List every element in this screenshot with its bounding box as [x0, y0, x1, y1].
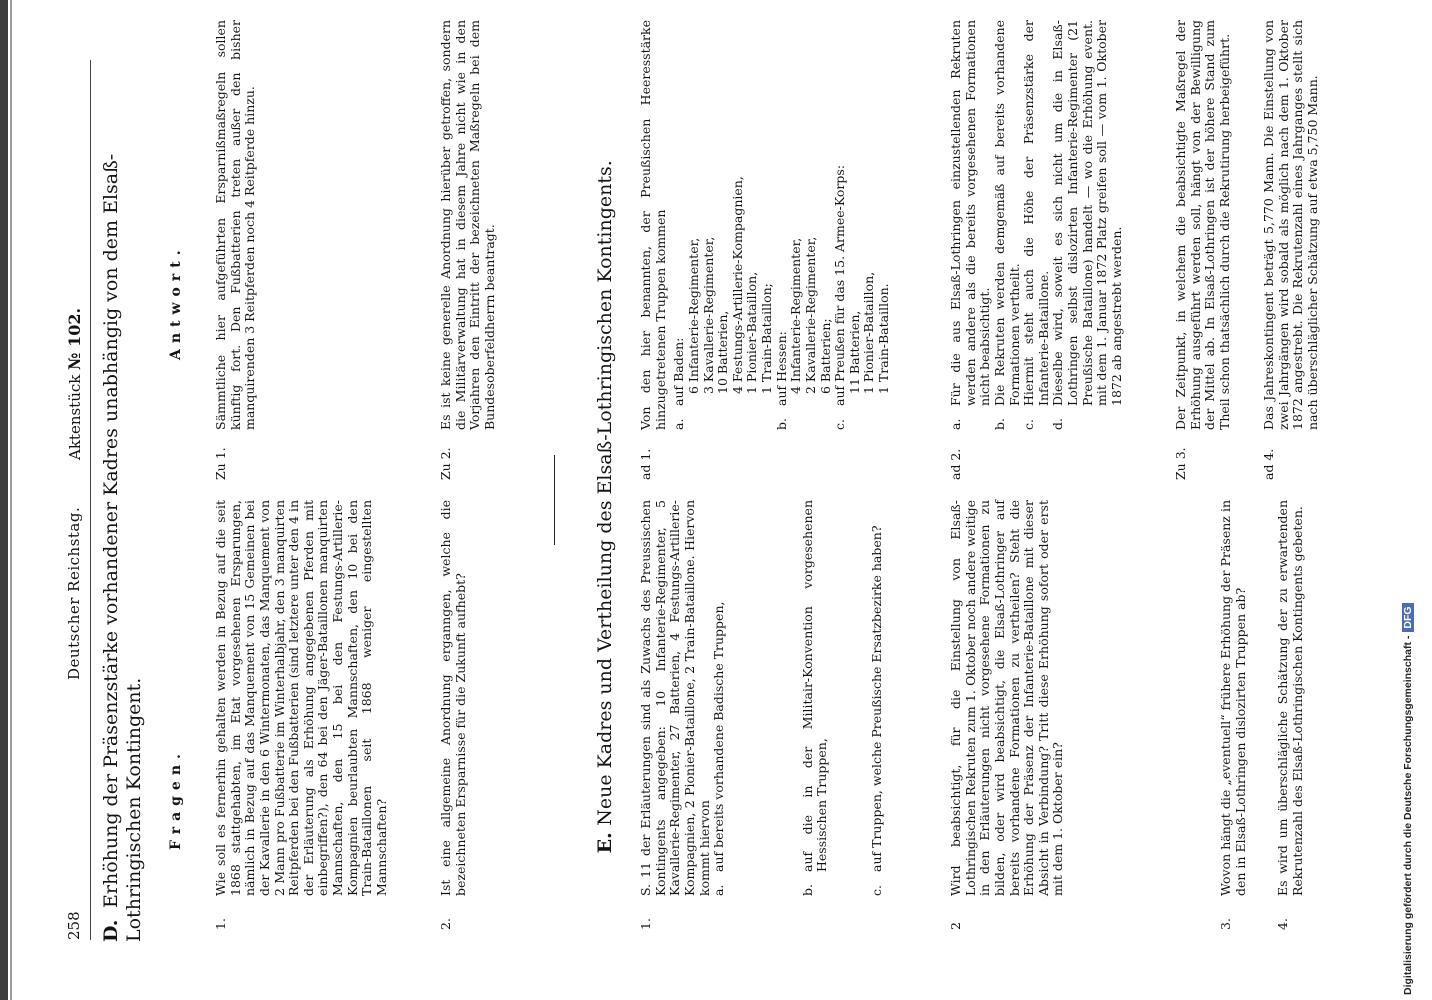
answer-text: Das Jahreskontingent beträgt 5,770 Mann. Die Einstellung von zwei Jahrgängen wird sobald als möglich nach dem 1. Oktober 1872 angestrebt. Die Rekrutenzahl eines Jahrganges stellt sich nach überschläglicher Schätzung auf etwa 5,750 Mann.: [1261, 20, 1320, 430]
questions-heading: Fragen.: [168, 748, 184, 850]
sub-text: Die Rekruten werden demgemäß auf bereits vorhandene Formationen vertheilt.: [991, 20, 1022, 406]
list-item: 10 Batterien,: [715, 310, 731, 394]
question-text: Wie soll es fernerhin gehalten werden in Bezug auf die seit 1868 stattgehabten, im Etat vorgesehenen Ersparungen, nämlich in Bezug auf das Manquement von 15 Gemeinen bei der Kavallerie in den 6 Wintermonaten, das Manquement von 2 Mann pro Fußbatterie im Winterhalbjahr, den 3 manquirten Reitpferden bei den Fußbatterien (sind letztere unter den 4 in der Erläuterung als Erhöhung angegebenen Pferden mit einbegriffen?), den 64 bei den Jäger-Bataillonen manquirten Mannschaften, den 15 bei den Festungs-Artillerie-Kompagnien beurlaubten Mannschaften, den 10 bei den Train-Bataillonen seit 1868 weniger eingestellten Mannschaften?: [213, 500, 389, 896]
list-item: 6 Infanterie-Regimenter,: [685, 237, 701, 394]
list-item: 1 Pionier-Bataillon,: [861, 271, 877, 394]
question-e2: [949, 500, 1066, 930]
answer-text: Es ist keine generelle Anordnung hierüber getroffen, sondern die Militärverwaltung hat in diesem Jahre nicht wie in den Vorjahren den Eintritt der bezeichneten Maßregeln bei dem Bundesoberfeldherrn beantragt.: [438, 20, 497, 430]
answer-text: Der Zeitpunkt, in welchem die beabsichtigte Maßregel der Erhöhung ausgeführt werden soll, hängt von der Bewilligung der Mittel ab. In Elsaß-Lothringen ist der höhere Stand zum Theil schon thatsächlich durch die Rekrutirung herbeigeführt.: [1173, 20, 1232, 430]
answer-e3: [1174, 20, 1233, 480]
section-e-heading: Neue Kadres und Vertheilung des Elsaß-Lothringischen Kontingents.: [594, 160, 616, 826]
question-sub-a: [712, 500, 727, 896]
sub-label: a.: [671, 418, 687, 430]
sub-text: Dieselbe wird, soweit es sich nicht um die in Elsaß-Lothringen selbst dislozirten Infanterie-Regimenter (21 Preußische Bataillone) handelt — wo die Erhöhung event. mit dem 1. Januar 1872 Platz greifen soll — vom 1. Oktober 1872 ab angestrebt werden.: [1050, 20, 1124, 406]
question-sub-b: [801, 500, 830, 896]
answer-sub-a: [949, 20, 993, 430]
answer-ref: Zu 2.: [438, 447, 453, 480]
answer-sub-b: [775, 20, 834, 430]
page-number: 258: [65, 911, 83, 940]
anlage-number: № 102.: [65, 307, 84, 370]
sub-label: c.: [869, 885, 884, 896]
page-header: [66, 60, 88, 940]
answer-d2: [439, 20, 498, 480]
digitization-credit: [1402, 603, 1414, 995]
question-number: 2.: [438, 918, 453, 930]
section-e-title: [594, 100, 617, 920]
answer-ref: ad 2.: [948, 448, 963, 480]
list-item: 1 Pionier-Bataillon,: [744, 271, 760, 394]
header-rule: [90, 60, 91, 940]
question-text: Ist eine allgemeine Anordnung erganngen, welche die bezeichneten Ersparnisse für die Zukunft aufhebt?: [438, 500, 468, 896]
answer-d1: [214, 20, 258, 480]
answer-ref: Zu 1.: [213, 447, 228, 480]
answer-sub-c: [1022, 20, 1051, 430]
credit-text: Digitalisierung gefördert durch die Deutsche Forschungsgemeinschaft -: [1402, 635, 1414, 995]
sub-label: b.: [773, 418, 789, 430]
question-d1: [214, 500, 390, 930]
list-item: 3 Kavallerie-Regimenter,: [700, 236, 716, 394]
sub-label: c.: [832, 419, 848, 430]
sub-label: d.: [1050, 418, 1066, 430]
question-text: Wovon hängt die „eventuell“ frühere Erhöhung der Präsenz in den in Elsaß-Lothringen dislozirten Truppen ab?: [1218, 500, 1248, 896]
answer-text: Sämmtliche hier aufgeführten Ersparnißmaßregeln sollen künftig fort. Den Fußbatterien treten außer den bisher manquirenden 3 Reitpferden noch 4 Reitpferde hinzu.: [213, 20, 258, 430]
question-number: 1.: [638, 918, 653, 930]
answers-heading: Antwort.: [168, 244, 184, 360]
question-number: 1.: [213, 918, 228, 930]
dfg-badge: DFG: [1402, 603, 1414, 631]
question-e1: [639, 500, 885, 930]
answer-text: Von den hier benannten, der Preußischen Heeresstärke hinzugetretenen Truppen kommen: [638, 20, 668, 430]
answer-sub-b: [993, 20, 1022, 430]
section-d-heading: Erhöhung der Präsenzstärke vorhandener Kadres unabhängig von dem Elsaß-Lothringischen Kontingent.: [100, 153, 145, 942]
list-item: 2 Kavallerie-Regimenter,: [802, 236, 818, 394]
sub-label: a.: [948, 418, 963, 430]
question-e3: [1219, 500, 1248, 930]
sub-text: Hiermit steht auch die Höhe der Präsenzstärke der Infanterie-Bataillone.: [1021, 20, 1051, 406]
sub-text: auf bereits vorhandene Badische Truppen,: [711, 601, 727, 872]
answer-sub-c: [833, 20, 892, 430]
question-text: Es wird um überschlägliche Schätzung der zu erwartenden Rekrutenzahl des Elsaß-Lothringischen Kontingents gebeten.: [1275, 500, 1305, 896]
list-item: 6 Batterien;: [817, 318, 833, 394]
list-item: 4 Infanterie-Regimenter,: [788, 237, 804, 394]
sub-head: auf Baden:: [671, 337, 687, 406]
sub-label: a.: [711, 884, 727, 896]
sub-label: b.: [799, 884, 815, 896]
sub-label: c.: [1021, 419, 1037, 430]
question-text: Wird beabsichtigt, für die Einstellung von Elsaß-Lothringischen Rekruten zum 1. Oktober noch andere weitige in den Erläuterungen nicht vorgesehene Formationen zu bilden, oder wird beabsichtigt, die Elsaß-Lothringer auf bereits vorhandene Formationen zu vertheilen? Steht die Erhöhung der Präsenz der Infanterie-Bataillone mit dieser Absicht in Verbindung? Tritt diese Erhöhung sofort oder erst mit dem 1. Oktober ein?: [948, 500, 1066, 896]
section-e-letter: E.: [594, 832, 616, 854]
sub-head: auf Hessen:: [773, 331, 789, 406]
question-text: S. 11 der Erläuterungen sind als Zuwachs des Preussischen Kontingents angegeben: 10 Infanterie-Regimenter, 5 Kavallerie-Regimenter, 27 Batterien, 4 Festungs-Artillerie-Kompagnien, 2 Pionier-Bataillone, 2 Train-Bataillone. Hiervon kommt hiervon: [638, 500, 712, 896]
answer-ref: Zu 3.: [1173, 447, 1188, 480]
answer-e4: [1262, 20, 1321, 480]
question-number: 3.: [1218, 918, 1233, 930]
scan-edge-line: [10, 0, 12, 1000]
question-sub-c: [870, 500, 885, 896]
list-item: 11 Batterien,: [846, 310, 862, 394]
question-number: 4.: [1275, 918, 1290, 930]
document-page: [14, 0, 1414, 1000]
answer-sub-a: [672, 20, 774, 430]
answer-e1: [639, 20, 892, 480]
list-item: 1 Train-Bataillon.: [876, 283, 891, 394]
sub-text: auf Truppen, welche Preußische Ersatzbezirke haben?: [869, 525, 884, 872]
list-item: 4 Festungs-Artillerie-Kompagnien,: [729, 176, 745, 394]
scan-edge: [0, 0, 8, 1000]
section-d-letter: D.: [100, 919, 122, 942]
sub-label: b.: [991, 418, 1007, 430]
question-d2: [439, 500, 468, 930]
anlage-label: Aktenstück: [66, 374, 84, 460]
list-item: 1 Train-Bataillon;: [759, 283, 774, 394]
answer-ref: ad 1.: [638, 448, 653, 480]
section-d-title: [100, 52, 146, 942]
answer-ref: ad 4.: [1261, 448, 1276, 480]
sub-head: auf Preußen für das 15. Armee-Korps:: [832, 164, 848, 406]
running-head: Deutscher Reichstag.: [65, 506, 83, 680]
question-number: 2: [948, 922, 963, 930]
sub-text: auf die in der Militair-Konvention vorgesehenen Hessischen Truppen,: [799, 500, 830, 872]
answer-e2: [949, 20, 1125, 480]
sub-text: Für die aus Elsaß-Lothringen einzustellenden Rekruten werden andere als die bereits vorgesehenen Formationen nicht beabsichtigt.: [948, 20, 993, 406]
document-reference: [66, 308, 85, 460]
answer-sub-d: [1051, 20, 1124, 430]
section-divider: [554, 455, 555, 545]
question-e4: [1276, 500, 1305, 930]
